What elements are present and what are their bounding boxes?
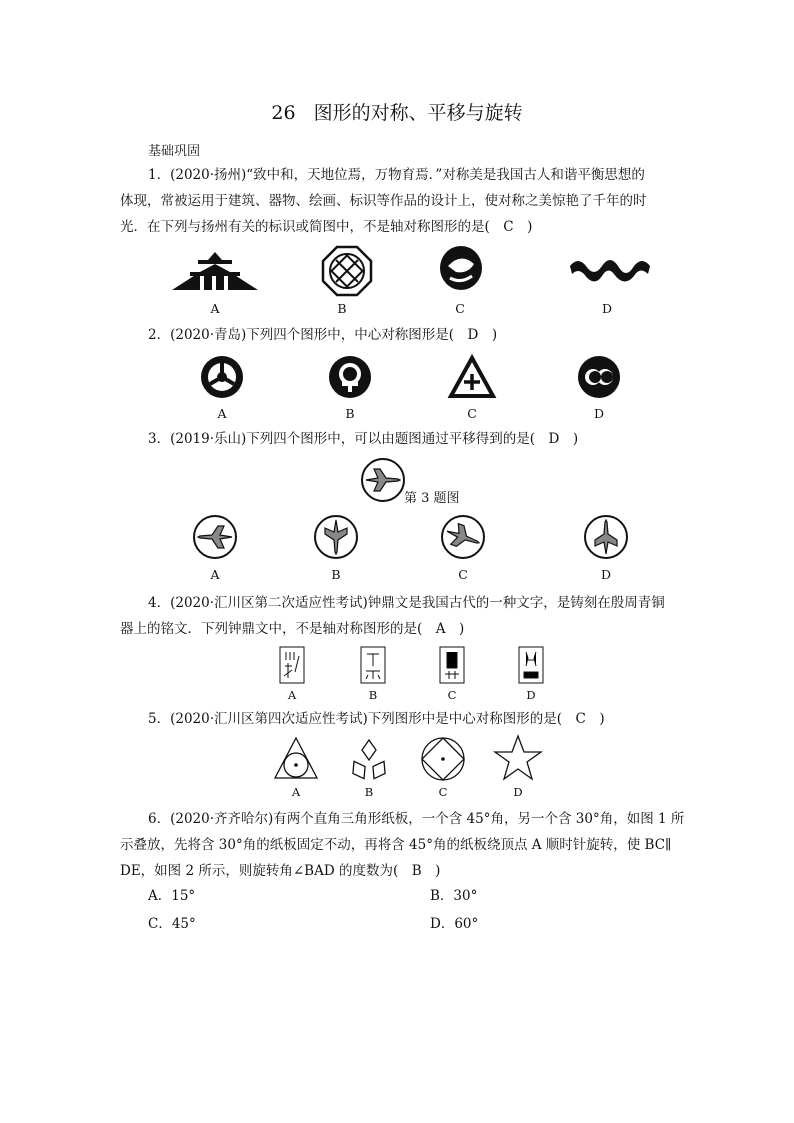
q6-option-b: B．30° [430, 888, 478, 904]
q5-figure-a-triangle-circle [273, 736, 319, 782]
q4-figure-c-glyph [439, 646, 465, 684]
q5-figure-c-circle-square [420, 736, 466, 782]
q3-option-b-plane-icon [313, 514, 359, 560]
q5-figure-b-diamonds [345, 738, 393, 782]
question-3: 3．(2019·乐山)下列四个图形中，可以由题图通过平移得到的是( D ) [148, 431, 579, 447]
q1-figure-d-wavy-mark [568, 254, 652, 290]
q2-figure-d-yin-circles [576, 354, 622, 400]
question-1: 1．(2020·扬州)“致中和，天地位焉，万物育焉．”对称美是我国古人和谐平衡思想的 体现，常被运用于建筑、器物、绘画、标识等作品的设计上，使对称之美惊艳了千年的时 光．在下列与扬州有关的标识或简图中，不是轴对称图形的是( C ) [120, 167, 647, 235]
q4-figure-d-glyph [518, 646, 544, 684]
q2-figure-c-triangle-plus [449, 356, 495, 398]
page-title: 26 图形的对称、平移与旋转 [271, 102, 523, 124]
q1-figure-b-octagon-emblem [322, 246, 372, 296]
q3-reference-plane-icon [360, 457, 406, 503]
q1-figure-c-seal [438, 244, 484, 292]
q1-figure-a-pavilion [170, 250, 260, 294]
q6-option-c: C．45° [148, 916, 196, 932]
q3-option-d-plane-icon [583, 514, 629, 560]
q2-figure-a-wheel [199, 354, 245, 400]
question-2: 2．(2020·青岛)下列四个图形中，中心对称图形是( D ) [148, 327, 498, 343]
q4-figure-a-glyph [279, 646, 305, 684]
q2-figure-b-railway-logo [327, 354, 373, 400]
q4-figure-b-glyph [360, 646, 386, 684]
q3-option-c-plane-icon [440, 514, 486, 560]
q3-caption: 第 3 题图 [404, 491, 460, 506]
section-heading: 基础巩固 [148, 144, 201, 159]
question-5: 5．(2020·汇川区第四次适应性考试)下列图形中是中心对称图形的是( C ) [148, 711, 605, 727]
q6-option-a: A．15° [148, 888, 196, 904]
q5-figure-d-star [493, 734, 543, 782]
question-6: 6．(2020·齐齐哈尔)有两个直角三角形纸板，一个含 45°角，另一个含 30°角，如图 1 所 示叠放，先将含 30°角的纸板固定不动，再将含 45°角的纸板绕顶点 A 顺时针旋转，使 BC∥ DE，如图 2 所示，则旋转角∠BAD 的度数为( B ) [120, 811, 685, 879]
q6-option-d: D．60° [430, 916, 479, 932]
question-4: 4．(2020·汇川区第二次适应性考试)钟鼎文是我国古代的一种文字，是铸刻在殷周青铜 器上的铭文．下列钟鼎文中，不是轴对称图形的是( A ) [120, 595, 665, 637]
q3-option-a-plane-icon [192, 514, 238, 560]
